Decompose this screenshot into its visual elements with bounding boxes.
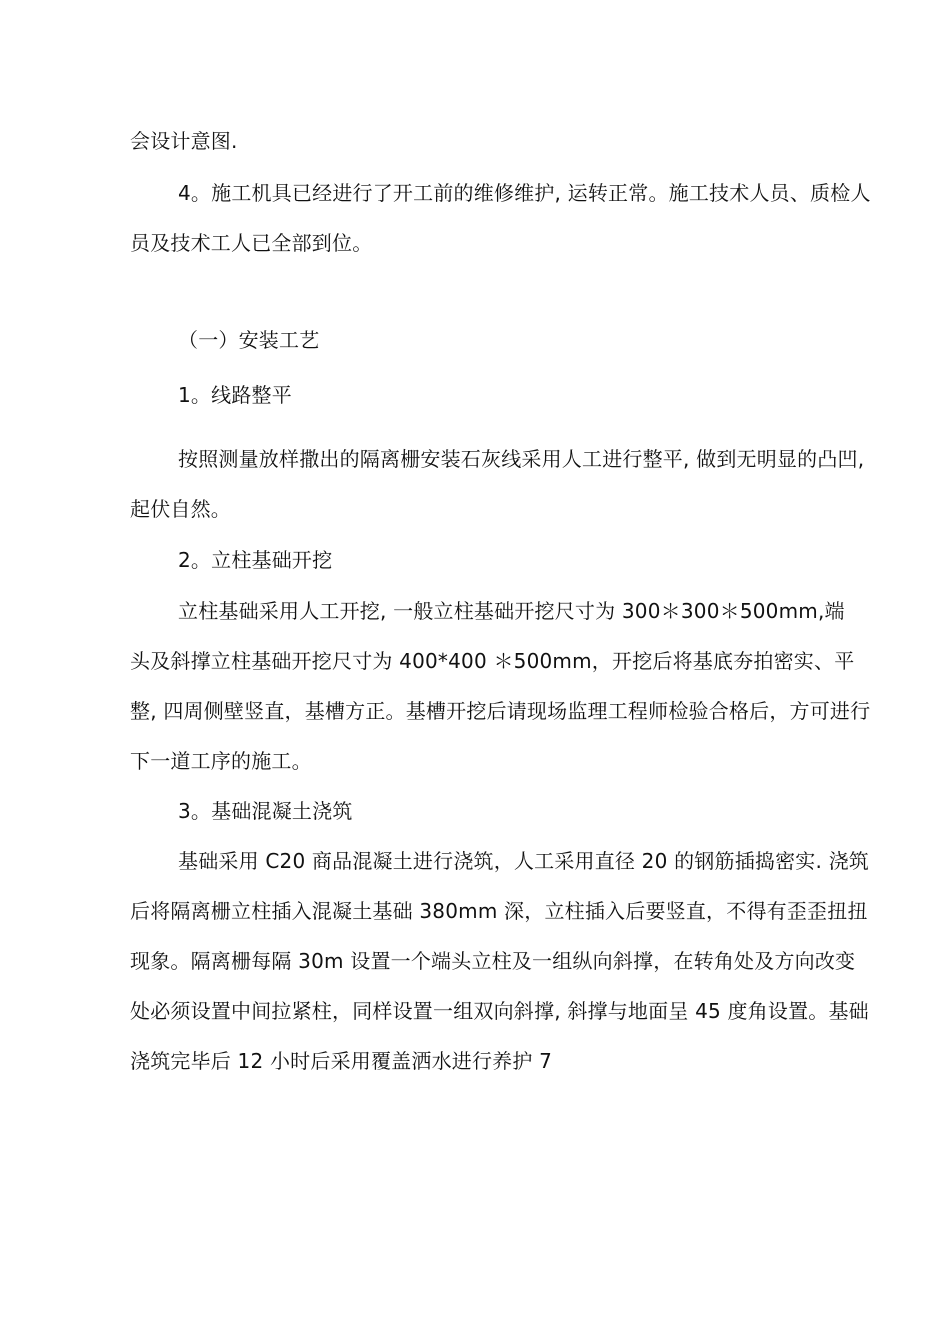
- paragraph-line: 4。施工机具已经进行了开工前的维修维护, 运转正常。施工技术人员、质检人: [178, 181, 871, 205]
- paragraph-line: 处必须设置中间拉紧柱，同样设置一组双向斜撑, 斜撑与地面呈 45 度角设置。基础: [130, 999, 869, 1023]
- paragraph-line: 下一道工序的施工。: [130, 749, 312, 773]
- section-heading: （一）安装工艺: [178, 328, 320, 352]
- paragraph-line: 现象。隔离栅每隔 30m 设置一个端头立柱及一组纵向斜撑，在转角处及方向改变: [130, 949, 856, 973]
- paragraph-line: 浇筑完毕后 12 小时后采用覆盖洒水进行养护 7: [130, 1049, 553, 1073]
- paragraph-line: 按照测量放样撒出的隔离栅安装石灰线采用人工进行整平, 做到无明显的凸凹,: [178, 447, 865, 471]
- paragraph-line: 后将隔离栅立柱插入混凝土基础 380mm 深，立柱插入后要竖直，不得有歪歪扭扭: [130, 899, 868, 923]
- paragraph-line: 员及技术工人已全部到位。: [130, 231, 373, 255]
- subsection-heading: 2。立柱基础开挖: [178, 548, 333, 572]
- subsection-heading: 1。线路整平: [178, 383, 292, 407]
- paragraph-line: 会设计意图.: [130, 129, 238, 153]
- subsection-heading: 3。基础混凝土浇筑: [178, 799, 353, 823]
- paragraph-line: 起伏自然。: [130, 497, 231, 521]
- paragraph-line: 基础采用 C20 商品混凝土进行浇筑，人工采用直径 20 的钢筋插捣密实. 浇筑: [178, 849, 870, 873]
- paragraph-line: 头及斜撑立柱基础开挖尺寸为 400*400 ＊500mm，开挖后将基底夯拍密实、平: [130, 649, 855, 673]
- paragraph-line: 立柱基础采用人工开挖, 一般立柱基础开挖尺寸为 300＊300＊500mm,端: [178, 599, 845, 623]
- paragraph-line: 整, 四周侧壁竖直，基槽方正。基槽开挖后请现场监理工程师检验合格后，方可进行: [130, 699, 871, 723]
